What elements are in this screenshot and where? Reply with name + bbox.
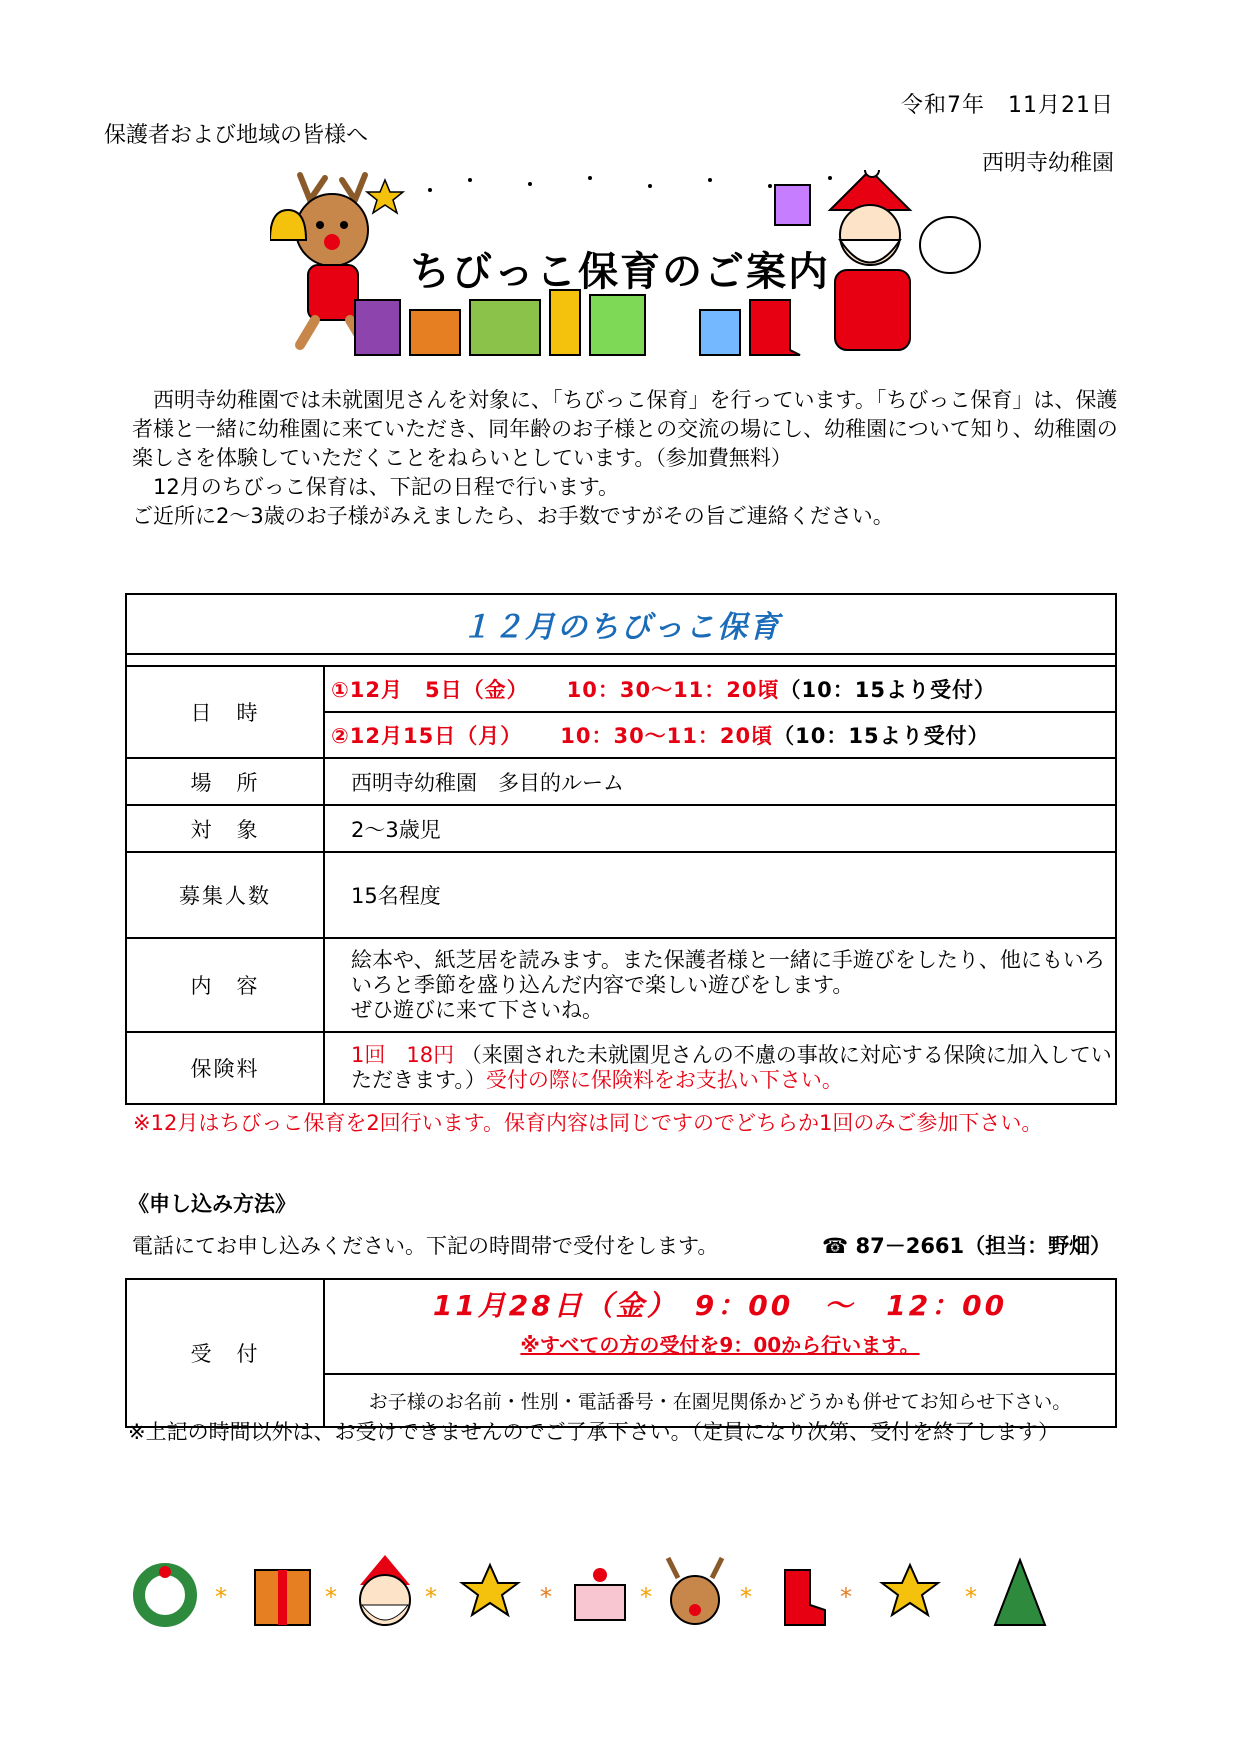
phone-contact <box>822 1230 1111 1260</box>
content-label: 内 容 <box>126 938 324 1032</box>
presents-row-illustration <box>355 290 800 355</box>
content-line-1: 絵本や、紙芝居を読みます。また保護者様と一緒に手遊びをしたり、他にもいろいろと季節を盛り込んだ内容で楽しい遊びをします。 <box>351 947 1105 997</box>
reception-label: 受 付 <box>126 1279 324 1427</box>
session-2-date: ②12月15日（月） <box>331 724 523 748</box>
phone-number: 87－2661（担当：野畑） <box>855 1234 1112 1258</box>
christmas-footer-decorations <box>120 1550 1120 1635</box>
insurance-label: 保険料 <box>126 1032 324 1104</box>
schedule-table <box>125 593 1117 1105</box>
session-1 <box>324 666 1116 712</box>
intro-paragraph-1: 西明寺幼稚園では未就園児さんを対象に、「ちびっこ保育」を行っています。「ちびっこ保育」は、保護者様と一緒に幼稚園に来ていただき、同年齢のお子様との交流の場にし、幼稚園について知り、幼稚園の楽しさを体験していただくことをねらいとしています。（参加費無料） <box>132 388 1118 470</box>
schedule-note: ※12月はちびっこ保育を2回行います。保育内容は同じですのでどちらか1回のみご参加下さい。 <box>133 1111 1043 1135</box>
insurance-fee: 1回 18円 <box>351 1043 455 1067</box>
issue-date: 令和7年 11月21日 <box>901 93 1114 118</box>
schedule-table-title: １２月のちびっこ保育 <box>126 594 1116 654</box>
star-icon <box>462 1565 518 1615</box>
intro-text <box>132 386 1122 531</box>
reception-footnote: ※上記の時間以外は、お受けできませんのでご了承下さい。（定員になり次第、受付を終了します） <box>128 1420 1060 1444</box>
session-2-time: 10：30～11：20頃 <box>560 724 774 748</box>
apply-instructions: 電話にてお申し込みください。下記の時間帯で受付をします。 <box>132 1234 719 1258</box>
insurance-value <box>324 1032 1116 1104</box>
content-value <box>324 938 1116 1032</box>
svg-text:*: * <box>840 1583 852 1611</box>
session-1-time: 10：30～11：20頃 <box>566 678 780 702</box>
capacity-label: 募集人数 <box>126 852 324 938</box>
session-1-date: ①12月 5日（金） <box>331 678 529 702</box>
bell-icon <box>270 210 306 240</box>
star-icon <box>367 180 403 213</box>
organization-name: 西明寺幼稚園 <box>981 151 1114 176</box>
place-value: 西明寺幼稚園 多目的ルーム <box>324 758 1116 805</box>
svg-text:*: * <box>740 1583 752 1611</box>
capacity-value: 15名程度 <box>324 852 1116 938</box>
intro-paragraph-3: ご近所に2～3歳のお子様がみえましたら、お手数ですがその旨ご連絡ください。 <box>132 504 894 528</box>
santa-face-icon <box>360 1555 410 1625</box>
reception-note: ※すべての方の受付を9：00から行います。 <box>324 1329 1116 1374</box>
insurance-payment-note: 受付の際に保険料をお支払い下さい。 <box>485 1068 843 1092</box>
session-1-note: （10：15より受付） <box>779 678 996 702</box>
star-icon <box>882 1565 938 1615</box>
target-label: 対 象 <box>126 805 324 852</box>
stocking-icon <box>785 1570 825 1625</box>
christmas-tree-icon <box>995 1560 1045 1625</box>
svg-text:*: * <box>965 1583 977 1611</box>
svg-text:*: * <box>325 1583 337 1611</box>
table-spacer <box>126 654 1116 666</box>
svg-text:*: * <box>640 1583 652 1611</box>
session-2 <box>324 712 1116 758</box>
reception-sub-note: お子様のお名前・性別・電話番号・在園児関係かどうかも併せてお知らせ下さい。 <box>324 1374 1116 1427</box>
svg-text:*: * <box>425 1583 437 1611</box>
reception-date: 11月28日（金） 9：00 ～ 12：00 <box>324 1279 1116 1329</box>
datetime-label: 日 時 <box>126 666 324 758</box>
wreath-icon <box>139 1566 191 1621</box>
sack-icon <box>920 217 980 273</box>
gift-box-icon <box>255 1570 310 1625</box>
telephone-icon: ☎ <box>822 1234 849 1258</box>
insurance-description: （来園された未就園児さんの不慮の事故に対応する保険に加入していただきます。） <box>351 1043 1112 1092</box>
content-line-2: ぜひ遊びに来て下さいね。 <box>351 997 603 1022</box>
intro-paragraph-2: 12月のちびっこ保育は、下記の日程で行います。 <box>153 475 620 499</box>
apply-section-title: 《申し込み方法》 <box>128 1192 296 1216</box>
target-value: 2～3歳児 <box>324 805 1116 852</box>
page-title: ちびっこ保育のご案内 <box>410 249 830 295</box>
gift-box-icon <box>775 185 810 225</box>
svg-text:*: * <box>215 1583 227 1611</box>
place-label: 場 所 <box>126 758 324 805</box>
svg-text:*: * <box>540 1583 552 1611</box>
session-2-note: （10：15より受付） <box>773 724 990 748</box>
recipient-line: 保護者および地域の皆様へ <box>104 123 369 148</box>
reindeer-face-icon <box>668 1558 722 1624</box>
cake-icon <box>575 1568 625 1620</box>
reception-table <box>125 1278 1117 1428</box>
